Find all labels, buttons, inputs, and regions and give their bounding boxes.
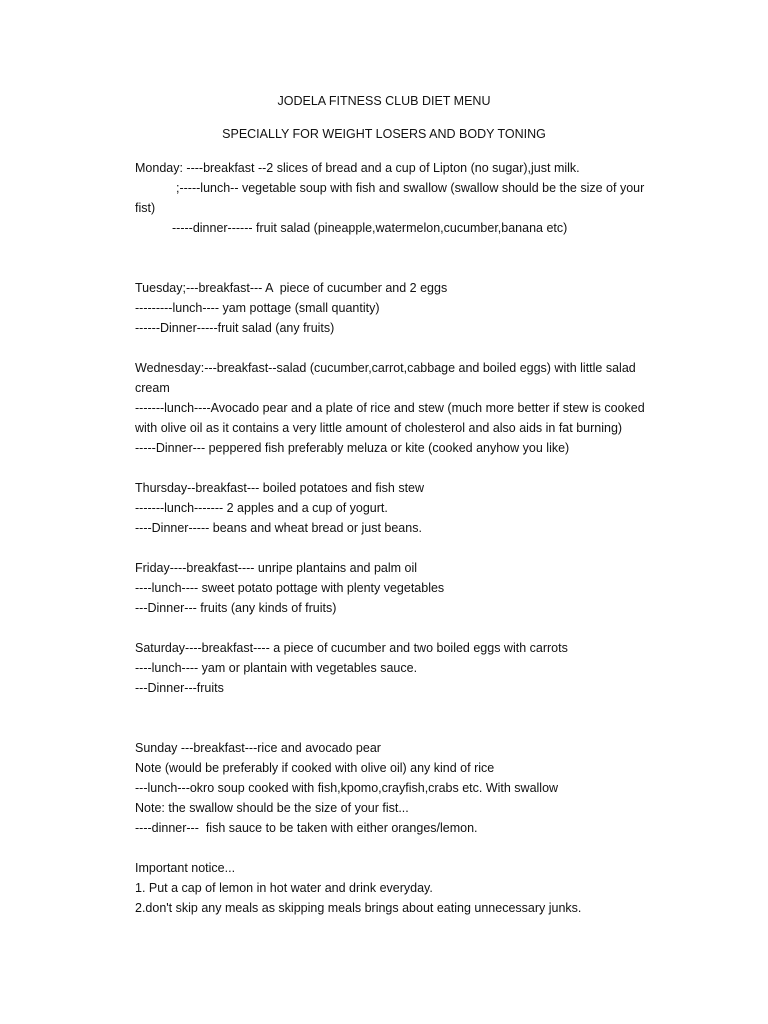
monday-breakfast: Monday: ----breakfast --2 slices of bread and a cup of Lipton (no sugar),just milk. [135,161,580,175]
wednesday-breakfast-continued: cream [135,381,170,395]
wednesday-breakfast: Wednesday:---breakfast--salad (cucumber,carrot,cabbage and boiled eggs) with little salad [135,361,636,375]
monday-dinner: -----dinner------ fruit salad (pineapple,watermelon,cucumber,banana etc) [172,221,568,235]
blank-line [135,258,657,278]
wednesday-dinner: -----Dinner--- peppered fish preferably meluza or kite (cooked anyhow you like) [135,441,570,455]
saturday-lunch: ----lunch---- yam or plantain with vegetables sauce. [135,661,418,675]
sunday-lunch-note: Note: the swallow should be the size of your fist... [135,801,409,815]
thursday-lunch: -------lunch------- 2 apples and a cup of yogurt. [135,501,388,515]
friday-breakfast: Friday----breakfast---- unripe plantains and palm oil [135,561,418,575]
sunday-breakfast-note: Note (would be preferably if cooked with olive oil) any kind of rice [135,761,495,775]
tuesday-breakfast: Tuesday;---breakfast--- A piece of cucumber and 2 eggs [135,281,448,295]
notice-item: 1. Put a cap of lemon in hot water and drink everyday. [135,881,433,895]
notice-heading: Important notice... [135,861,236,875]
tuesday-lunch: ---------lunch---- yam pottage (small quantity) [135,301,380,315]
menu-body [135,158,657,918]
sunday-lunch: ---lunch---okro soup cooked with fish,kpomo,crayfish,crabs etc. With swallow [135,781,559,795]
blank-line [135,838,657,858]
wednesday-lunch-continued: with olive oil as it contains a very little amount of cholesterol and also aids in fat burning) [135,421,623,435]
blank-line [135,618,657,638]
blank-line [135,718,657,738]
friday-dinner: ---Dinner--- fruits (any kinds of fruits) [135,601,337,615]
saturday-dinner: ---Dinner---fruits [135,681,224,695]
blank-line [135,338,657,358]
blank-line [135,538,657,558]
monday-lunch: ;-----lunch-- vegetable soup with fish and swallow (swallow should be the size of your [176,181,645,195]
thursday-breakfast: Thursday--breakfast--- boiled potatoes and fish stew [135,481,425,495]
blank-line [135,458,657,478]
sunday-dinner: ----dinner--- fish sauce to be taken with either oranges/lemon. [135,821,478,835]
monday-lunch-continued: fist) [135,201,156,215]
tuesday-dinner: ------Dinner-----fruit salad (any fruits) [135,321,335,335]
blank-line [135,238,657,258]
thursday-dinner: ----Dinner----- beans and wheat bread or just beans. [135,521,422,535]
wednesday-lunch: -------lunch----Avocado pear and a plate of rice and stew (much more better if stew is cooked [135,401,645,415]
friday-lunch: ----lunch---- sweet potato pottage with plenty vegetables [135,581,445,595]
blank-line [135,698,657,718]
sunday-breakfast: Sunday ---breakfast---rice and avocado pear [135,741,381,755]
document-subtitle: SPECIALLY FOR WEIGHT LOSERS AND BODY TONING [222,127,546,141]
notice-item: 2.don't skip any meals as skipping meals brings about eating unnecessary junks. [135,901,582,915]
document-title: JODELA FITNESS CLUB DIET MENU [277,94,491,108]
saturday-breakfast: Saturday----breakfast---- a piece of cucumber and two boiled eggs with carrots [135,641,568,655]
